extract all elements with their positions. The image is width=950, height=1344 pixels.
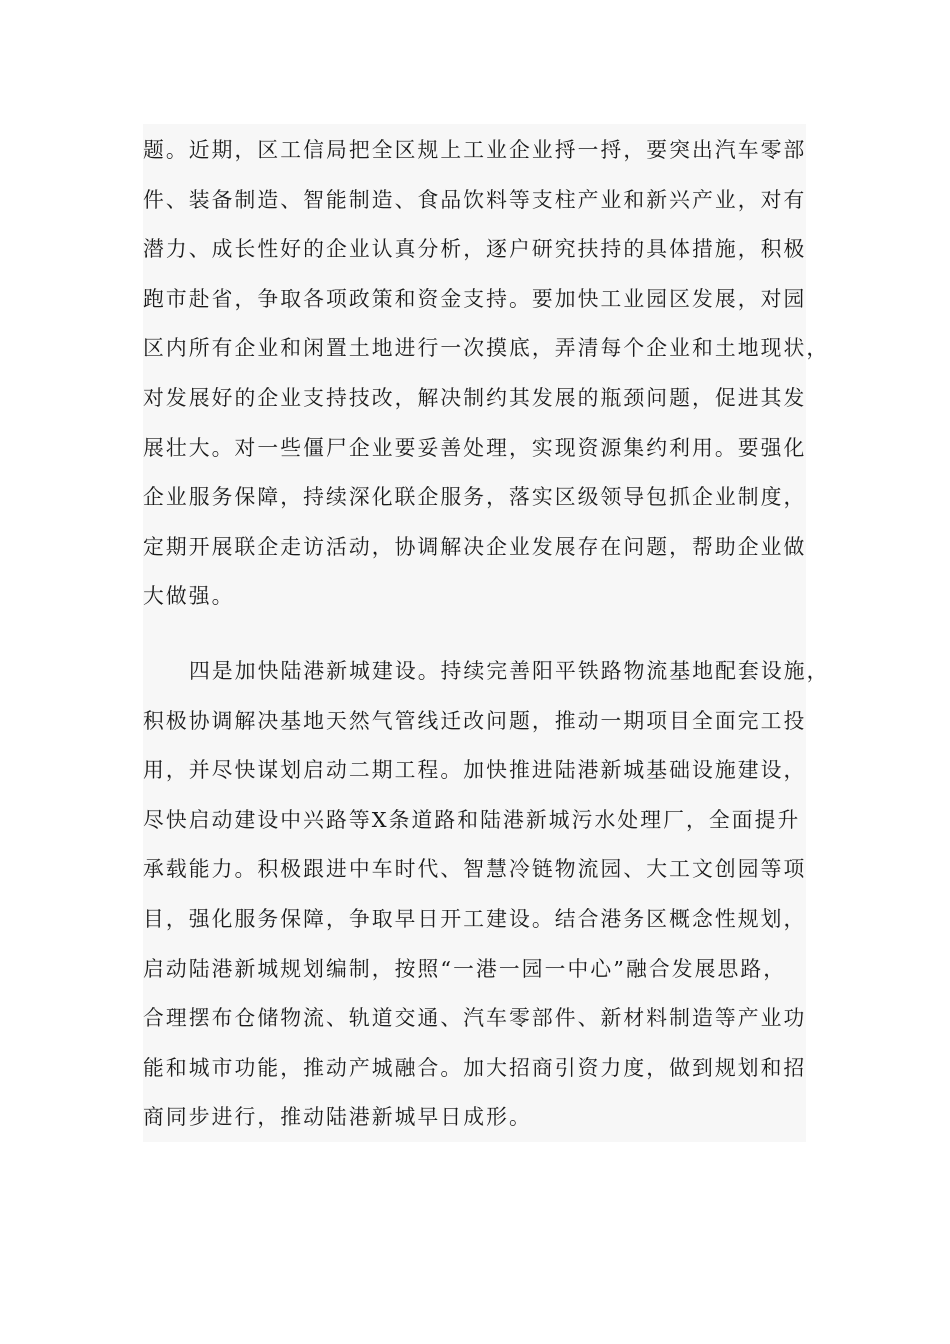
text-line: 件、装备制造、智能制造、食品饮料等支柱产业和新兴产业，对有 [143, 187, 807, 212]
text-line: 积极协调解决基地天然气管线迁改问题，推动一期项目全面完工投 [143, 708, 807, 733]
paragraph-2 [143, 647, 830, 1143]
text-line: 商同步进行，推动陆港新城早日成形。 [143, 1105, 532, 1130]
text-line: 四是加快陆港新城建设。持续完善阳平铁路物流基地配套设施， [189, 659, 830, 683]
text-line: 题。近期，区工信局把全区规上工业企业捋一捋，要突出汽车零部 [143, 138, 807, 162]
text-line: 用，并尽快谋划启动二期工程。加快推进陆港新城基础设施建设， [143, 758, 807, 783]
paragraph-1 [143, 126, 830, 622]
text-line: 展壮大。对一些僵尸企业要妥善处理，实现资源集约利用。要强化 [143, 435, 807, 460]
text-line: 启动陆港新城规划编制，按照“一港一园一中心”融合发展思路， [143, 956, 787, 981]
text-line: 尽快启动建设中兴路等X条道路和陆港新城污水处理厂，全面提升 [143, 807, 801, 832]
text-line: 能和城市功能，推动产城融合。加大招商引资力度，做到规划和招 [143, 1055, 807, 1080]
text-line: 潜力、成长性好的企业认真分析，逐户研究扶持的具体措施，积极 [143, 237, 807, 262]
text-line: 合理摆布仓储物流、轨道交通、汽车零部件、新材料制造等产业功 [143, 1006, 807, 1031]
text-line: 目，强化服务保障，争取早日开工建设。结合港务区概念性规划， [143, 906, 807, 931]
text-line: 企业服务保障，持续深化联企服务，落实区级领导包抓企业制度， [143, 485, 807, 510]
text-line: 承载能力。积极跟进中车时代、智慧冷链物流园、大工文创园等项 [143, 857, 807, 882]
text-line: 对发展好的企业支持技改，解决制约其发展的瓶颈问题，促进其发 [143, 385, 807, 410]
text-line: 定期开展联企走访活动，协调解决企业发展存在问题，帮助企业做 [143, 534, 807, 559]
text-line: 大做强。 [143, 584, 235, 609]
text-line: 跑市赴省，争取各项政策和资金支持。要加快工业园区发展，对园 [143, 286, 807, 311]
text-line: 区内所有企业和闲置土地进行一次摸底，弄清每个企业和土地现状， [143, 336, 830, 361]
